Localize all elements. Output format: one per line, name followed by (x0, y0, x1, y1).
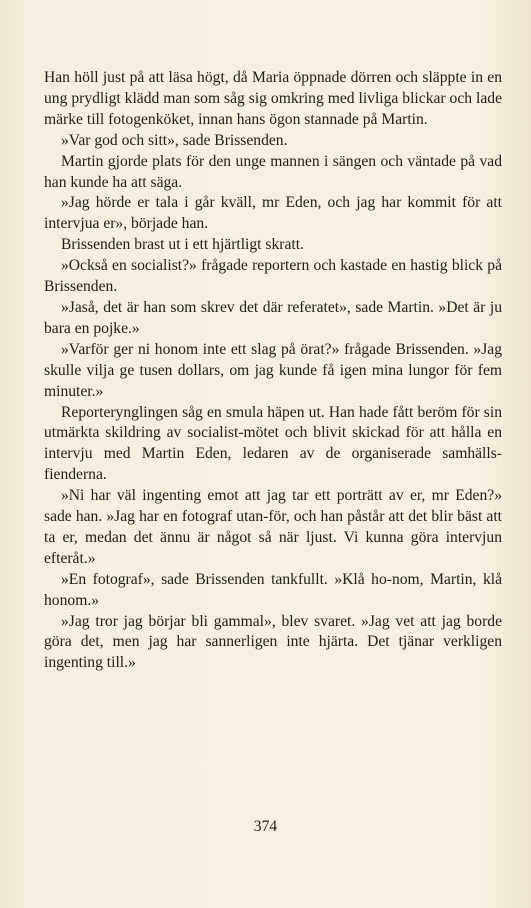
body-text (44, 68, 502, 674)
paragraph: Han höll just på att läsa högt, då Maria öppnade dörren och släppte in en ung prydligt klädd man som såg sig omkring med livliga blickar och lade märke till fotogenköket, innan hans ögon stannade på Martin. (44, 69, 502, 128)
paragraph: »Varför ger ni honom inte ett slag på örat?» frågade Brissenden. »Jag skulle vilja ge tusen dollars, om jag kunde få igen mina lungor för fem minuter.» (44, 340, 502, 400)
paragraph: »En fotograf», sade Brissenden tankfullt. »Klå ho-nom, Martin, klå honom.» (44, 570, 502, 609)
paragraph: »Jag hörde er tala i går kväll, mr Eden, och jag har kommit för att intervjua er», började han. (44, 194, 502, 233)
paragraph: »Också en socialist?» frågade reportern och kastade en hastig blick på Brissenden. (44, 257, 502, 296)
paragraph: Martin gjorde plats för den unge mannen i sängen och väntade på vad han kunde ha att säga. (44, 152, 502, 191)
paragraph: »Jag tror jag börjar bli gammal», blev svaret. »Jag vet att jag borde göra det, men jag har sannerligen inte hjärta. Det tjänar verkligen ingenting till.» (44, 612, 502, 672)
paragraph: »Ni har väl ingenting emot att jag tar ett porträtt av er, mr Eden?» sade han. »Jag har en fotograf utan-för, och han påstår att det blir bäst att ta er, medan det ännu är något så när ljust. Vi kunna göra intervjun efteråt.» (44, 487, 502, 567)
paragraph: »Jaså, det är han som skrev det där referatet», sade Martin. »Det är ju bara en pojke.» (44, 298, 502, 337)
paragraph: Reporterynglingen såg en smula häpen ut. Han hade fått beröm för sin utmärkta skildring av socialist-mötet och blivit skickad för att hålla en intervju med Martin Eden, ledaren av de organiserade samhälls-fienderna. (44, 403, 502, 484)
paragraph: »Var god och sitt», sade Brissenden. (61, 131, 288, 149)
page-number: 374 (253, 818, 278, 835)
paragraph: Brissenden brast ut i ett hjärtligt skratt. (61, 236, 304, 254)
